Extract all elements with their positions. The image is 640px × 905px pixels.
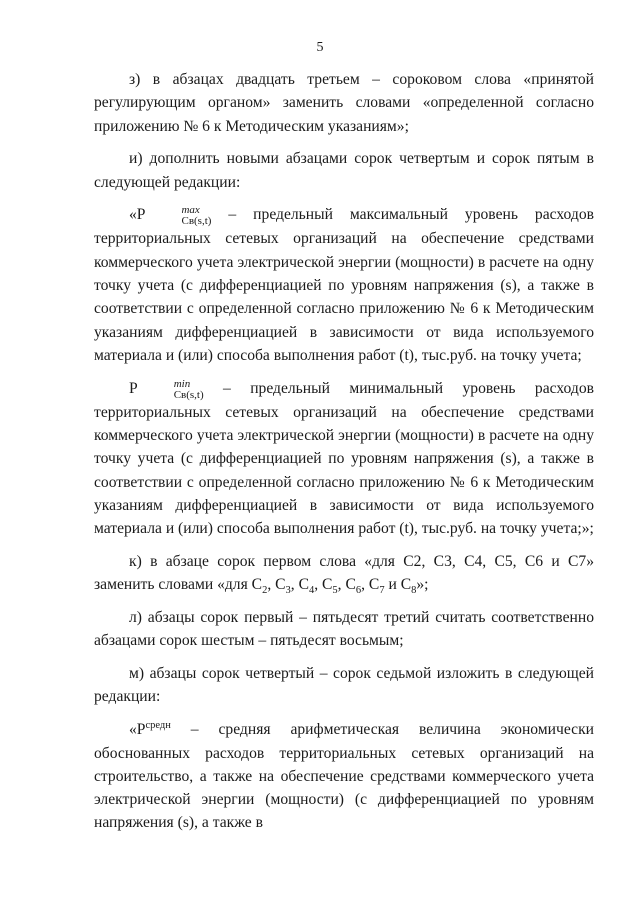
subscript: 6 xyxy=(355,585,362,597)
paragraph-psredn xyxy=(94,718,594,834)
document-body xyxy=(94,68,594,835)
paragraph-k xyxy=(94,550,594,597)
formula-psredn xyxy=(129,721,171,738)
subscript: 3 xyxy=(285,585,291,597)
paragraph-z: з) в абзацах двадцать третьем – сороковом слова «принятой регулирующим органом» заменить словами «определенной согласно приложению № 6 к Методическим указаниям»; xyxy=(94,71,594,135)
text-segment: , С xyxy=(361,576,380,594)
formula-symbol: P xyxy=(136,206,146,224)
text-segment: к) в абзаце сорок первом слова «для С2, С3, С4, С5, С6 и С7» заменить словами «для С xyxy=(94,552,594,594)
text-segment: , С xyxy=(314,576,333,594)
formula-pmin xyxy=(129,377,204,401)
paragraph-text: – предельный максимальный уровень расходов территориальных сетевых организаций на обеспечение средствами коммерческого учета электрической энергии (мощности) в расчете на одну точку учета (с дифференциацией по уровням напряжения (s), а также в соответствии с определенной согласно приложению № 6 к Методическим указаниям дифференциацией в зависимости от вида используемого материала и (или) способа выполнения работ (t), тыс.руб. на точку учета; xyxy=(94,206,594,364)
text-segment: , С xyxy=(267,576,286,594)
text-segment: и С xyxy=(384,576,412,594)
text-segment: »; xyxy=(416,576,429,594)
formula-symbol: «P xyxy=(129,721,146,739)
formula-sup: max xyxy=(181,204,200,217)
open-quote: « xyxy=(129,206,137,224)
formula-sub: Св(s,t) xyxy=(173,388,204,401)
subscript: 4 xyxy=(308,585,315,597)
subscript: 2 xyxy=(262,585,268,597)
paragraph-i: и) дополнить новыми абзацами сорок четвертым и сорок пятым в следующей редакции: xyxy=(94,150,594,191)
subscript: 5 xyxy=(332,585,338,597)
subscript: 7 xyxy=(379,585,385,597)
page-number: 5 xyxy=(316,40,324,55)
paragraph-pmin xyxy=(94,377,594,541)
formula-pmax xyxy=(136,204,212,228)
formula-sub: Св(s,t) xyxy=(181,215,212,228)
text-segment: , С xyxy=(290,576,309,594)
text-segment: , С xyxy=(337,576,356,594)
paragraph-text: – средняя арифметическая величина экономически обоснованных расходов территориальных сетевых организаций на строительство, а также на обеспечение средствами коммерческого учета электрической энергии (мощности) (с дифференциацией по уровням напряжения (s), а также в xyxy=(94,721,594,832)
subscript: 8 xyxy=(411,585,417,597)
paragraph-m: м) абзацы сорок четвертый – сорок седьмой изложить в следующей редакции: xyxy=(94,665,594,706)
formula-sup: средн xyxy=(145,720,171,732)
paragraph-l: л) абзацы сорок первый – пятьдесят третий считать соответственно абзацами сорок шестым – пятьдесят восьмым; xyxy=(94,609,594,650)
formula-sup: min xyxy=(173,377,191,390)
formula-symbol: P xyxy=(129,379,138,397)
paragraph-pmax xyxy=(94,203,594,367)
paragraph-text: – предельный минимальный уровень расходов территориальных сетевых организаций на обеспечение средствами коммерческого учета электрической энергии (мощности) в расчете на одну точку учета (с дифференциацией по уровням напряжения (s), а также в соответствии с определенной согласно приложению № 6 к Методическим указаниям дифференциацией в зависимости от вида используемого материала и (или) способа выполнения работ (t), тыс.руб. на точку учета;»; xyxy=(94,379,594,538)
